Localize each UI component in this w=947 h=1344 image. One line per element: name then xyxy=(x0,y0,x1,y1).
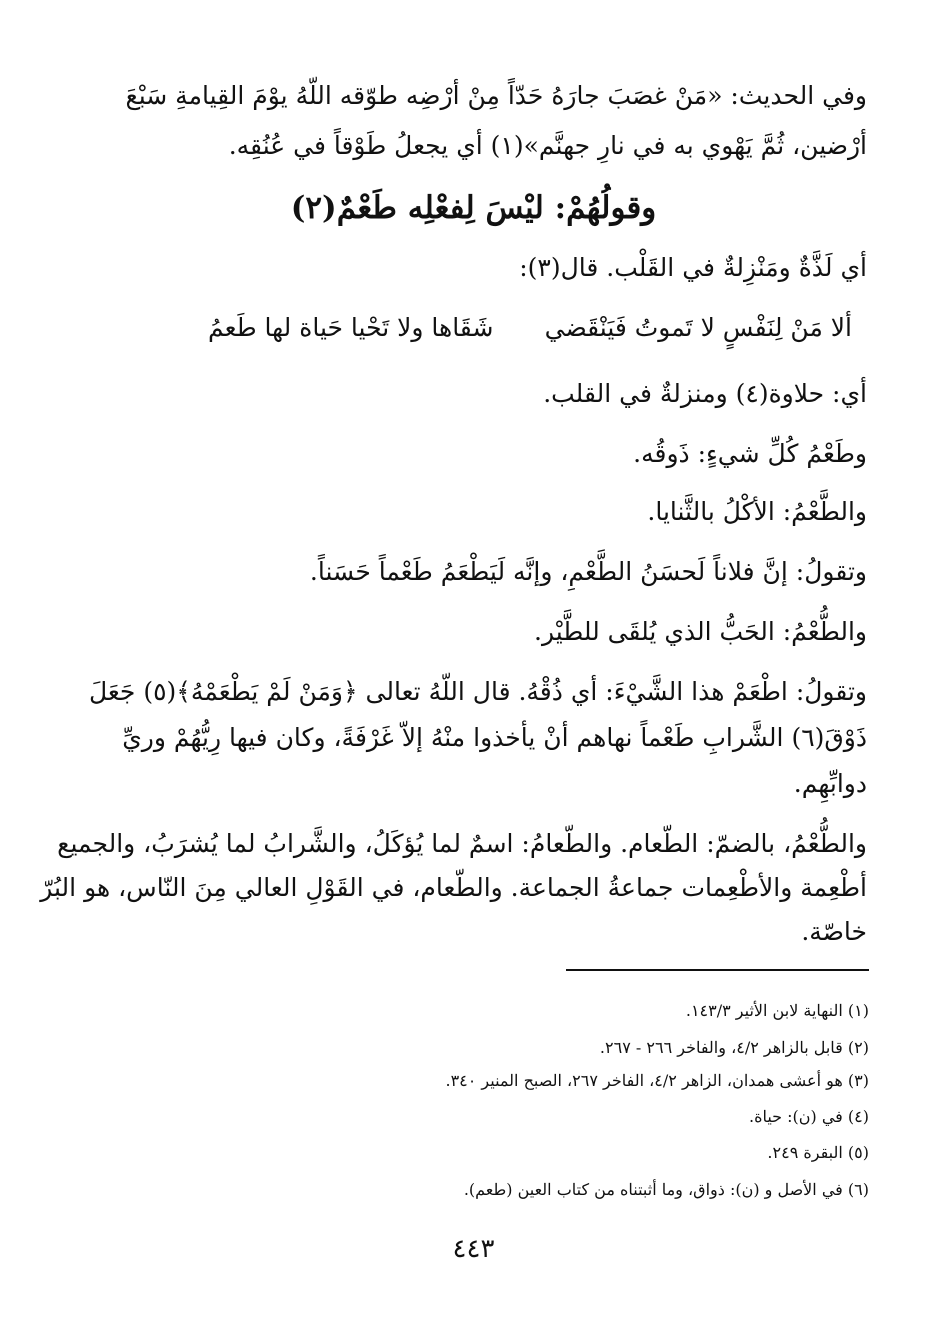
paragraph-9-line-1: والطُّعْمُ، بالضمّ: الطّعام. والطّعامُ: اسمٌ لما يُؤكَلُ، والشَّرابُ لما يُشرَبُ، والجميع xyxy=(57,829,867,858)
paragraph-1-line-1: وفي الحديث: «مَنْ غصَبَ جارَهُ حَدّاً مِنْ أرْضِه طوّقه اللّهُ يوْمَ القِيامةِ سَبْعَ xyxy=(125,81,867,110)
paragraph-8-line-2: ذَوْقَ(٦) الشَّرابِ طَعْماً نهاهم أنْ يأخذوا منْهُ إلاّ غَرْفَةً، وكان فيها رِيُّهُمْ وريِّ xyxy=(122,723,867,752)
paragraph-6: وتقولُ: إنَّ فلاناً لَحسَنُ الطَّعْمِ، وإنَّه لَيَطْعَمُ طَعْماً حَسَناً. xyxy=(309,557,867,586)
paragraph-4: وطَعْمُ كُلِّ شيءٍ: ذَوقُه. xyxy=(633,439,867,468)
footnote-5: (٥) البقرة ٢٤٩. xyxy=(767,1143,869,1162)
footnote-divider xyxy=(566,969,869,971)
page-number: ٤٤٣ xyxy=(452,1234,495,1264)
paragraph-1-line-2: أرْضين، ثُمَّ يَهْوي به في نارِ جهنَّم»(١) أي يجعلُ طَوْقاً في عُنُقِه. xyxy=(228,131,867,160)
footnote-1: (١) النهاية لابن الأثير ١٤٣/٣. xyxy=(685,1001,869,1020)
verse-second-half: شَقَاها ولا تَحْيا حَياة لها طَعمُ xyxy=(208,313,494,342)
verse-first-half: ألا مَنْ لِنَفْسٍ لا تَموتُ فَيَنْقَضي xyxy=(544,313,852,342)
paragraph-9-line-2: أطْعِمة والأطْعِمات جماعةُ الجماعة. والطّعام، في القَوْلِ العالي مِنَ النّاس، هو البُرّ xyxy=(40,873,867,902)
footnote-4: (٤) في (ن): حياة. xyxy=(748,1107,869,1126)
paragraph-5: والطَّعْمُ: الأكْلُ بالثَّنايا. xyxy=(647,497,867,526)
paragraph-9-line-3: خاصّة. xyxy=(801,917,867,946)
paragraph-2: أي لَذَّةٌ ومَنْزِلةٌ في القَلْب. قال(٣): xyxy=(519,253,867,282)
paragraph-3: أي: حلاوة(٤) ومنزلةٌ في القلب. xyxy=(543,379,867,408)
footnote-3: (٣) هو أعشى همدان، الزاهر ٤/٢، الفاخر ٢٦٧، الصبح المنير ٣٤٠. xyxy=(445,1071,869,1090)
paragraph-8-line-1: وتقولُ: اطْعَمْ هذا الشَّيْءَ: أي ذُقْهُ. قال اللّهُ تعالى ﴿وَمَنْ لَمْ يَطْعَمْهُ﴾(٥) جَعَلَ xyxy=(88,677,867,706)
footnote-6: (٦) في الأصل و (ن): ذواق، وما أثبتناه من كتاب العين (طعم). xyxy=(463,1180,869,1199)
paragraph-8-line-3: دوابِّهِم. xyxy=(793,769,867,798)
footnote-2: (٢) قابل بالزاهر ٤/٢، والفاخر ٢٦٦ - ٢٦٧. xyxy=(599,1038,869,1057)
paragraph-7: والطُّعْمُ: الحَبُّ الذي يُلقَى للطَّيْر. xyxy=(534,617,867,646)
section-heading: وقولُهُمْ: ليْسَ لِفعْلِه طَعْمٌ(٢) xyxy=(290,190,657,226)
